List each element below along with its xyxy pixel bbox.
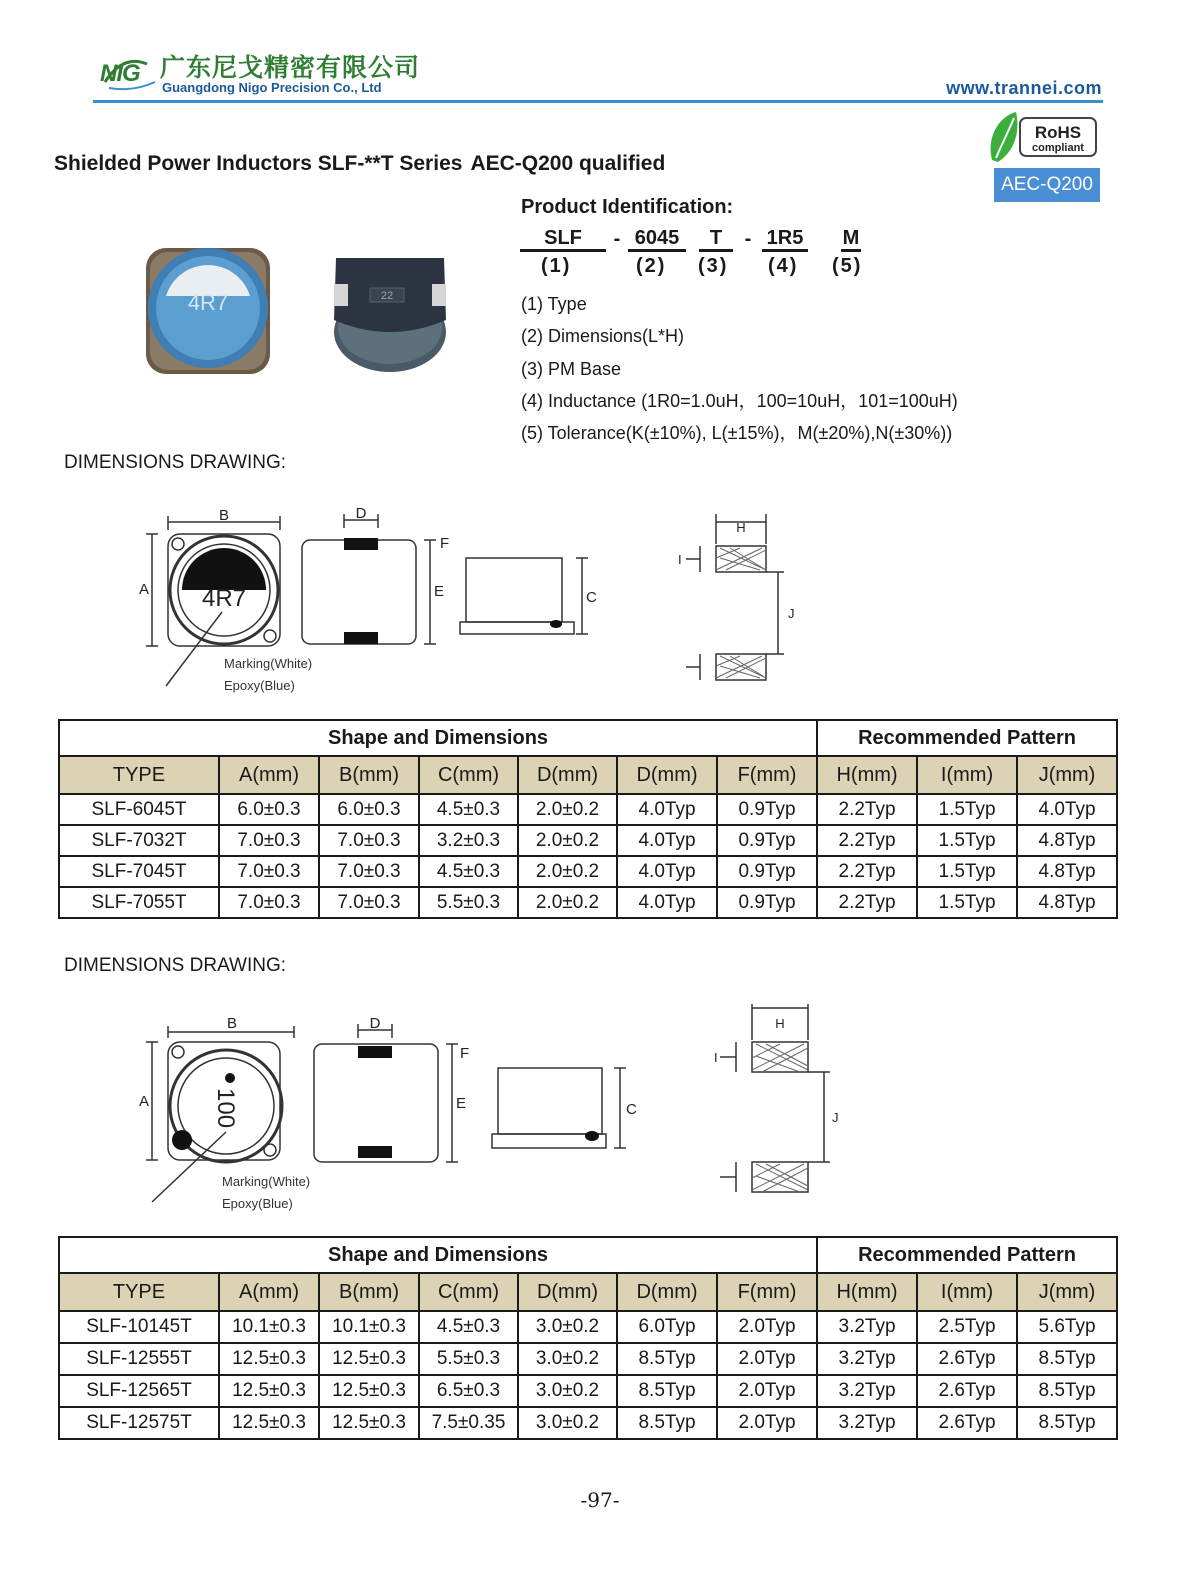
value-cell: 4.0Typ <box>617 825 717 856</box>
dimensions-drawing-1 <box>130 500 795 700</box>
value-cell: 12.5±0.3 <box>219 1375 319 1407</box>
value-cell: 3.0±0.2 <box>518 1343 617 1375</box>
dim-label: E <box>434 583 445 600</box>
value-cell: 0.9Typ <box>717 887 817 918</box>
table-row <box>59 794 1117 825</box>
dim-label: J <box>832 1110 839 1125</box>
code-part-base: T <box>699 228 733 252</box>
value-cell: 7.0±0.3 <box>319 887 419 918</box>
company-name-chinese: 广东尼戈精密有限公司 <box>160 53 421 82</box>
value-cell: 2.6Typ <box>917 1343 1017 1375</box>
col-header: C(mm) <box>419 756 518 794</box>
table-group-row <box>59 1237 1117 1273</box>
dim-label: J <box>788 606 795 621</box>
value-cell: 8.5Typ <box>617 1375 717 1407</box>
dim-label: D <box>355 505 367 522</box>
value-cell: 1.5Typ <box>917 856 1017 887</box>
spec-table-1 <box>58 719 1118 919</box>
value-cell: 3.2Typ <box>817 1343 917 1375</box>
value-cell: 8.5Typ <box>617 1343 717 1375</box>
dim-label: A <box>138 581 150 598</box>
pid-item: (3) PM Base <box>521 358 622 379</box>
value-cell: 4.0Typ <box>617 794 717 825</box>
shape-dimensions-header: Shape and Dimensions <box>59 1237 817 1273</box>
value-cell: 0.9Typ <box>717 825 817 856</box>
drawing2-marking: 100 <box>212 1088 239 1129</box>
pid-item: (2) Dimensions(L*H) <box>521 326 685 347</box>
dimensions-drawing-2 <box>130 1002 850 1222</box>
dim-label: B <box>226 1015 238 1032</box>
col-header: J(mm) <box>1017 1273 1117 1311</box>
recommended-pattern-header: Recommended Pattern <box>817 720 1117 756</box>
col-header: F(mm) <box>717 756 817 794</box>
table-row <box>59 1311 1117 1343</box>
dim-label: F <box>440 535 450 552</box>
value-cell: 3.2Typ <box>817 1407 917 1439</box>
value-cell: 12.5±0.3 <box>219 1407 319 1439</box>
value-cell: 2.2Typ <box>817 856 917 887</box>
dim-label: C <box>626 1101 637 1118</box>
inductor-photo-top-view <box>144 240 274 380</box>
dim-label: H <box>736 520 746 535</box>
recommended-pattern-header: Recommended Pattern <box>817 1237 1117 1273</box>
dim-label: I <box>714 1050 718 1065</box>
dim-label: C <box>586 589 597 606</box>
table1-body <box>59 794 1117 918</box>
table-row <box>59 1375 1117 1407</box>
value-cell: 6.0±0.3 <box>319 794 419 825</box>
pid-item: (5) Tolerance(K(±10%), L(±15%)，M(±20%),N(±30%)) <box>521 423 953 444</box>
value-cell: 2.0Typ <box>717 1375 817 1407</box>
dim-label: H <box>775 1016 785 1031</box>
value-cell: 7.0±0.3 <box>219 825 319 856</box>
marking-note: Marking(White) <box>224 656 313 671</box>
code-part-inductance: 1R5 <box>762 228 808 252</box>
code-number: (4) <box>768 255 799 277</box>
value-cell: 12.5±0.3 <box>219 1343 319 1375</box>
table-row <box>59 856 1117 887</box>
value-cell: 0.9Typ <box>717 794 817 825</box>
value-cell: 7.0±0.3 <box>219 887 319 918</box>
value-cell: 3.0±0.2 <box>518 1407 617 1439</box>
value-cell: 2.6Typ <box>917 1407 1017 1439</box>
code-number: (5) <box>832 255 863 277</box>
marking-note: Marking(White) <box>222 1174 311 1189</box>
value-cell: 4.0Typ <box>617 887 717 918</box>
company-name-english: Guangdong Nigo Precision Co., Ltd <box>162 80 382 95</box>
value-cell: 2.0Typ <box>717 1407 817 1439</box>
table-row <box>59 887 1117 918</box>
col-header: TYPE <box>59 1273 219 1311</box>
value-cell: 8.5Typ <box>1017 1407 1117 1439</box>
value-cell: 10.1±0.3 <box>319 1311 419 1343</box>
product-identification-list <box>521 288 958 449</box>
code-separator: - <box>744 228 752 250</box>
value-cell: 2.0±0.2 <box>518 794 617 825</box>
table-header-row <box>59 1273 1117 1311</box>
rohs-badge <box>986 110 1102 166</box>
epoxy-note: Epoxy(Blue) <box>224 678 295 693</box>
page-number: -97- <box>580 1488 620 1512</box>
col-header: H(mm) <box>817 756 917 794</box>
table-header-row <box>59 756 1117 794</box>
qualification-title: AEC-Q200 qualified <box>470 152 666 175</box>
table-row <box>59 1407 1117 1439</box>
col-header: A(mm) <box>219 1273 319 1311</box>
code-part-type: SLF <box>520 228 606 252</box>
col-header: D(mm) <box>617 756 717 794</box>
value-cell: 2.0Typ <box>717 1311 817 1343</box>
col-header: D(mm) <box>617 1273 717 1311</box>
value-cell: 1.5Typ <box>917 887 1017 918</box>
col-header: B(mm) <box>319 1273 419 1311</box>
value-cell: 12.5±0.3 <box>319 1375 419 1407</box>
value-cell: 7.0±0.3 <box>319 856 419 887</box>
pid-item: (4) Inductance (1R0=1.0uH，100=10uH，101=100uH) <box>521 390 958 411</box>
type-cell: SLF-12555T <box>59 1343 219 1375</box>
type-cell: SLF-12565T <box>59 1375 219 1407</box>
value-cell: 3.0±0.2 <box>518 1375 617 1407</box>
col-header: TYPE <box>59 756 219 794</box>
value-cell: 7.0±0.3 <box>219 856 319 887</box>
type-cell: SLF-7032T <box>59 825 219 856</box>
dim-label: A <box>138 1093 150 1110</box>
value-cell: 2.0±0.2 <box>518 825 617 856</box>
col-header: D(mm) <box>518 756 617 794</box>
value-cell: 12.5±0.3 <box>319 1343 419 1375</box>
dim-label: B <box>218 507 230 524</box>
value-cell: 6.0±0.3 <box>219 794 319 825</box>
rohs-compliant-label: compliant <box>1032 142 1084 154</box>
epoxy-note: Epoxy(Blue) <box>222 1196 293 1211</box>
value-cell: 0.9Typ <box>717 856 817 887</box>
value-cell: 4.5±0.3 <box>419 856 518 887</box>
value-cell: 2.5Typ <box>917 1311 1017 1343</box>
type-cell: SLF-12575T <box>59 1407 219 1439</box>
header-divider <box>93 100 1103 103</box>
spec-table-2 <box>58 1236 1118 1440</box>
col-header: I(mm) <box>917 756 1017 794</box>
value-cell: 4.0Typ <box>1017 794 1117 825</box>
value-cell: 8.5Typ <box>617 1407 717 1439</box>
value-cell: 2.0Typ <box>717 1343 817 1375</box>
value-cell: 10.1±0.3 <box>219 1311 319 1343</box>
table-row <box>59 1343 1117 1375</box>
table-row <box>59 825 1117 856</box>
table2-body <box>59 1311 1117 1439</box>
company-logo: NIG <box>100 60 140 87</box>
page-title <box>54 152 665 176</box>
type-cell: SLF-7055T <box>59 887 219 918</box>
value-cell: 4.8Typ <box>1017 825 1117 856</box>
inductor-photo-side-view <box>324 248 454 378</box>
value-cell: 2.6Typ <box>917 1375 1017 1407</box>
dim-label: I <box>678 552 682 567</box>
rohs-label: RoHS <box>1034 123 1082 142</box>
code-number: (2) <box>636 255 667 277</box>
drawing1-marking: 4R7 <box>201 585 247 612</box>
value-cell: 8.5Typ <box>1017 1343 1117 1375</box>
photo2-marking: 22 <box>380 290 394 302</box>
value-cell: 3.2±0.3 <box>419 825 518 856</box>
col-header: C(mm) <box>419 1273 518 1311</box>
value-cell: 4.0Typ <box>617 856 717 887</box>
value-cell: 4.8Typ <box>1017 887 1117 918</box>
pid-item: (1) Type <box>521 294 587 314</box>
value-cell: 3.0±0.2 <box>518 1311 617 1343</box>
code-part-tolerance: M <box>841 228 861 252</box>
col-header: A(mm) <box>219 756 319 794</box>
type-cell: SLF-7045T <box>59 856 219 887</box>
value-cell: 2.2Typ <box>817 887 917 918</box>
value-cell: 3.2Typ <box>817 1375 917 1407</box>
dimensions-drawing-label: DIMENSIONS DRAWING: <box>64 452 287 473</box>
value-cell: 1.5Typ <box>917 794 1017 825</box>
value-cell: 6.0Typ <box>617 1311 717 1343</box>
value-cell: 8.5Typ <box>1017 1375 1117 1407</box>
value-cell: 12.5±0.3 <box>319 1407 419 1439</box>
value-cell: 5.5±0.3 <box>419 1343 518 1375</box>
aec-q200-badge: AEC-Q200 <box>994 168 1100 202</box>
shape-dimensions-header: Shape and Dimensions <box>59 720 817 756</box>
col-header: I(mm) <box>917 1273 1017 1311</box>
dimensions-drawing-label: DIMENSIONS DRAWING: <box>64 955 287 976</box>
value-cell: 2.2Typ <box>817 825 917 856</box>
value-cell: 2.0±0.2 <box>518 856 617 887</box>
code-number: (3) <box>698 255 729 277</box>
col-header: H(mm) <box>817 1273 917 1311</box>
website-link[interactable]: www.trannei.com <box>946 78 1102 98</box>
value-cell: 4.5±0.3 <box>419 1311 518 1343</box>
code-part-dimensions: 6045 <box>628 228 686 252</box>
col-header: B(mm) <box>319 756 419 794</box>
value-cell: 7.5±0.35 <box>419 1407 518 1439</box>
dim-label: D <box>369 1015 381 1032</box>
col-header: F(mm) <box>717 1273 817 1311</box>
product-identification-heading: Product Identification: <box>521 196 734 218</box>
type-cell: SLF-10145T <box>59 1311 219 1343</box>
value-cell: 1.5Typ <box>917 825 1017 856</box>
value-cell: 3.2Typ <box>817 1311 917 1343</box>
part-number-code <box>515 228 895 252</box>
dim-label: E <box>456 1095 467 1112</box>
value-cell: 5.5±0.3 <box>419 887 518 918</box>
value-cell: 4.8Typ <box>1017 856 1117 887</box>
value-cell: 2.0±0.2 <box>518 887 617 918</box>
col-header: D(mm) <box>518 1273 617 1311</box>
photo1-marking: 4R7 <box>187 290 229 315</box>
value-cell: 6.5±0.3 <box>419 1375 518 1407</box>
dim-label: F <box>460 1045 470 1062</box>
type-cell: SLF-6045T <box>59 794 219 825</box>
value-cell: 5.6Typ <box>1017 1311 1117 1343</box>
table-group-row <box>59 720 1117 756</box>
value-cell: 7.0±0.3 <box>319 825 419 856</box>
col-header: J(mm) <box>1017 756 1117 794</box>
series-title: Shielded Power Inductors SLF-**T Series <box>54 152 463 175</box>
value-cell: 2.2Typ <box>817 794 917 825</box>
code-separator: - <box>613 228 621 250</box>
value-cell: 4.5±0.3 <box>419 794 518 825</box>
code-number: (1) <box>541 255 572 277</box>
